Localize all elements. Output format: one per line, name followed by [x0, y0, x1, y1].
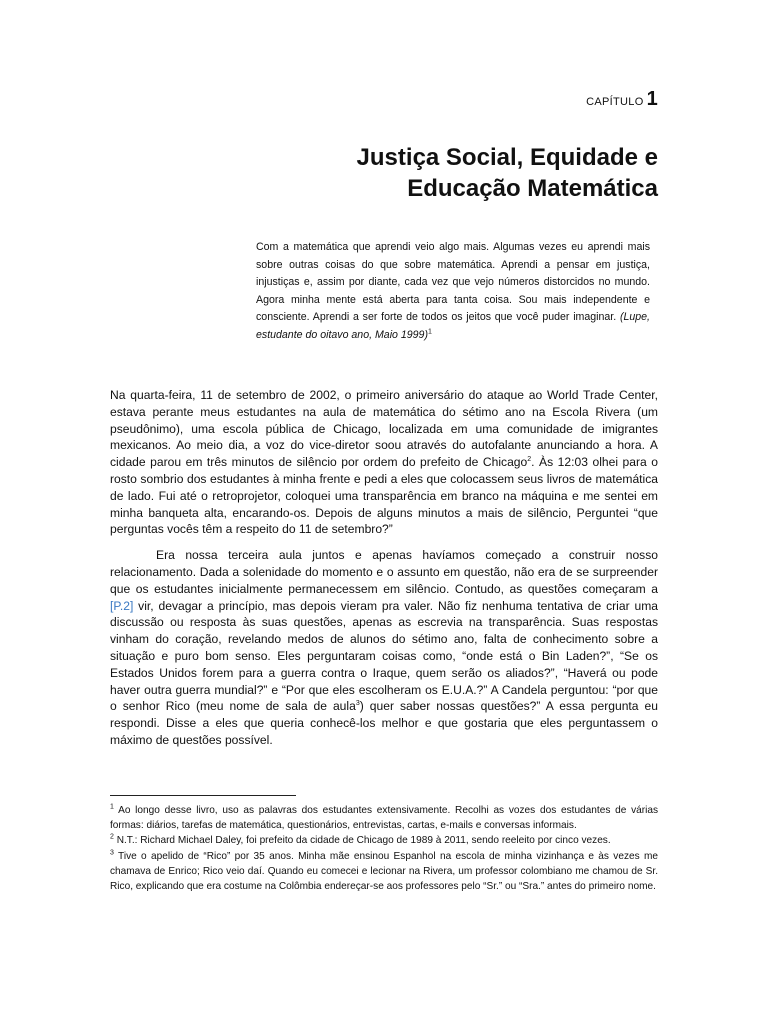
paragraph-2-part-a: Era nossa terceira aula juntos e apenas havíamos começado a construir nosso relacionamento. Dada a solenidade do momento e o assunto em questão, não era de se surpreender que os estudantes inicialmente permanecessem em silêncio. Contudo, as questões começaram a: [110, 548, 658, 596]
paragraph-2-part-c: ) quer saber nossas questões?” A essa pergunta eu respondi. Disse a eles que queria conhecê-los melhor e que gostaria que eles perguntassem o máximo de questões possível.: [110, 699, 658, 747]
paragraph-1: [110, 387, 658, 538]
footnote-3: [110, 849, 658, 895]
footnote-ref-2[interactable]: 2: [527, 456, 532, 464]
epigraph-attribution: (Lupe, estudante do oitavo ano, Maio 1999): [256, 311, 650, 341]
epigraph-text: Com a matemática que aprendi veio algo mais. Algumas vezes eu aprendi mais sobre outras coisas do que sobre matemática. Aprendi a pensar em justiça, injustiças e, assim por diante, cada vez que vejo números distorcidos no mundo. Agora minha mente está aberta para tanta coisa. Sou mais independente e consciente. Aprendi a ser forte de todos os jeitos que você puder imaginar.: [256, 241, 650, 323]
footnotes: [110, 803, 658, 894]
footnote-text: Ao longo desse livro, uso as palavras dos estudantes extensivamente. Recolhi as vozes dos estudantes de várias formas: diários, tarefas de matemática, questionários, entrevistas, cartas, e-mails e conversas informais.: [110, 805, 658, 832]
footnote-text: N.T.: Richard Michael Daley, foi prefeito da cidade de Chicago de 1989 à 2011, sendo reeleito por cinco vezes.: [113, 835, 611, 847]
chapter-label: [586, 88, 658, 111]
paragraph-1-part-b: . Às 12:03 olhei para o rosto sombrio dos estudantes à minha frente e pedi a eles que colocassem seus livros de matemática de lado. Fui até o retroprojetor, coloquei uma transparência em branco na máquina e me sentei em minha banqueta alta, encarando-os. Depois de alguns minutos a mais de silêncio, Perguntei “que perguntas vocês têm a respeito do 11 de setembro?”: [110, 455, 658, 537]
body-text: [110, 387, 658, 758]
chapter-word: CAPÍTULO: [586, 96, 644, 108]
chapter-title: [238, 142, 658, 204]
footnote-ref-1[interactable]: 1: [427, 327, 432, 335]
chapter-number: 1: [646, 88, 658, 110]
chapter-title-line-2: Educação Matemática: [407, 175, 658, 203]
epigraph: [256, 239, 650, 344]
paragraph-2: [110, 547, 658, 749]
footnote-number: 3: [110, 849, 114, 857]
footnote-1: [110, 803, 658, 833]
paragraph-1-part-a: Na quarta-feira, 11 de setembro de 2002, o primeiro aniversário do ataque ao World Trade Center, estava perante meus estudantes na aula de matemática do sétimo ano na Escola Rivera (um pseudônimo), uma escola pública de Chicago, localizada em uma comunidade de imigrantes mexicanos. Ao meio dia, a voz do vice-diretor soou através do autofalante anunciando a hora. A cidade parou em três minutos de silêncio por ordem do prefeito de Chicago: [110, 388, 658, 470]
footnote-divider: [110, 795, 296, 796]
paragraph-2-part-b: vir, devagar a princípio, mas depois vieram pra valer. Não fiz nenhuma tentativa de criar uma discussão ou resposta às suas questões, apenas as escrevia na transparência. Suas respostas vinham do coração, revelando medos de alunos do sétimo ano, falta de conhecimento sobre a situação e puro bom senso. Eles perguntaram coisas como, “onde está o Bin Laden?”, “Se os Estados Unidos forem para a guerra contra o Iraque, quem serão os aliados?”, “Haverá ou pode haver outra guerra mundial?” e “Por que eles escolheram os E.U.A.?” A Candela perguntou: “por que o senhor Rico (meu nome de sala de aula: [110, 598, 658, 714]
page-marker-link[interactable]: [P.2]: [110, 598, 134, 613]
footnote-text: Tive o apelido de “Rico” por 35 anos. Minha mãe ensinou Espanhol na escola de minha vizinhança e às vezes me chamava de Enrico; Rico veio daí. Quando eu comecei e lecionar na Rivera, um professor colombiano me chamou de Sr. Rico, explicando que era costume na Colômbia endereçar-se aos professores pelo “Sr.” ou “Sra.” antes do primeiro nome.: [110, 850, 658, 893]
footnote-number: 2: [110, 834, 114, 842]
footnote-ref-3[interactable]: 3: [355, 700, 360, 708]
footnote-number: 1: [110, 803, 114, 811]
chapter-title-line-1: Justiça Social, Equidade e: [356, 144, 658, 172]
footnote-2: [110, 833, 658, 848]
